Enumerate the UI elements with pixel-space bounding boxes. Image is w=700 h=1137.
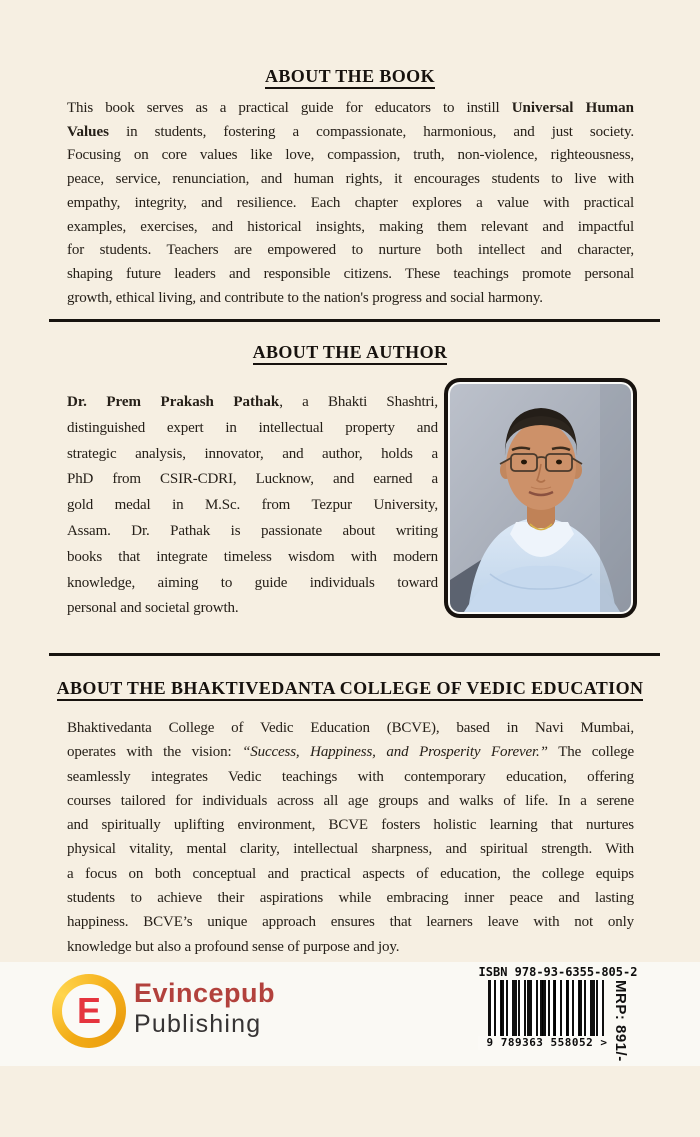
section-divider-rule bbox=[49, 653, 660, 656]
paragraph-line: courses tailored for individuals across all age groups and walks of life. In a serene bbox=[67, 792, 634, 809]
publisher-logo-letter: E bbox=[76, 990, 101, 1031]
paragraph-line: knowledge, aiming to guide individuals toward bbox=[67, 574, 438, 591]
paragraph-line: physical vitality, mental clarity, intellectual sharpness, and spiritual strength. With bbox=[67, 841, 634, 858]
paragraph-line: a focus on both conceptual and practical aspects of education, the college equips bbox=[67, 865, 634, 882]
college-section-heading: ABOUT THE BHAKTIVEDANTA COLLEGE OF VEDIC EDUCATION bbox=[57, 678, 644, 701]
author-portrait-image bbox=[450, 384, 631, 612]
paragraph-line: students to achieve their aspirations while embracing inner peace and lasting bbox=[67, 890, 634, 907]
barcode-digits: 9 789363 558052 > bbox=[478, 1036, 616, 1050]
paragraph-line: seamlessly integrates Vedic teachings with contemporary education, offering bbox=[67, 768, 634, 785]
paragraph-line: strategic analysis, innovator, and author, holds a bbox=[67, 445, 438, 462]
paragraph-line: peace, service, renunciation, and human rights, it encourages students to live with bbox=[67, 171, 634, 188]
mrp-price: MRP: 891/- bbox=[612, 980, 629, 1062]
paragraph-line: empathy, integrity, and resilience. Each chapter explores a value with practical bbox=[67, 194, 634, 211]
paragraph-line: shaping future leaders and responsible citizens. These teachings promote personal bbox=[67, 265, 634, 282]
publisher-logo-icon bbox=[52, 974, 126, 1048]
paragraph-line: gold medal in M.Sc. from Tezpur University, bbox=[67, 497, 438, 514]
publisher-logo-inner bbox=[62, 984, 116, 1038]
author-photo-frame bbox=[444, 378, 637, 618]
college-section-paragraph bbox=[67, 716, 634, 959]
paragraph-line: happiness. BCVE’s unique approach ensures that learners leave with not only bbox=[67, 914, 634, 931]
publisher-name: Evincepub bbox=[134, 978, 276, 1008]
college-section-heading-wrap bbox=[0, 678, 700, 701]
book-section-paragraph bbox=[67, 97, 634, 310]
author-section-paragraph bbox=[67, 390, 438, 622]
paragraph-line: personal and societal growth. bbox=[67, 600, 239, 617]
paragraph-line: Focusing on core values like love, compassion, truth, non-violence, righteousness, bbox=[67, 147, 634, 164]
paragraph-line: for students. Teachers are empowered to nurture both intellect and character, bbox=[67, 242, 634, 259]
author-section-heading-wrap bbox=[0, 342, 700, 365]
paragraph-line: growth, ethical living, and contribute to the nation's progress and social harmony. bbox=[67, 289, 543, 306]
paragraph-line: Bhaktivedanta College of Vedic Education (BCVE), based in Navi Mumbai, bbox=[67, 720, 634, 736]
paragraph-line: Assam. Dr. Pathak is passionate about writing bbox=[67, 522, 438, 539]
paragraph-line: Values in students, fostering a compassionate, harmonious, and just society. bbox=[67, 123, 634, 140]
paragraph-line: knowledge but also a profound sense of purpose and joy. bbox=[67, 938, 400, 955]
paragraph-line: operates with the vision: “Success, Happiness, and Prosperity Forever.” The college bbox=[67, 744, 634, 761]
paragraph-line: This book serves as a practical guide for educators to instill Universal Human bbox=[67, 100, 634, 116]
isbn-number: ISBN 978-93-6355-805-2 bbox=[478, 965, 638, 979]
barcode-bars bbox=[488, 980, 604, 1044]
paragraph-line: and spiritually uplifting environment, BCVE fosters holistic learning that nurtures bbox=[67, 817, 634, 834]
paragraph-line: Dr. Prem Prakash Pathak, a Bhakti Shashtri, bbox=[67, 394, 438, 410]
book-section-heading: ABOUT THE BOOK bbox=[265, 66, 435, 89]
isbn-barcode bbox=[486, 980, 608, 1052]
section-divider-rule bbox=[49, 319, 660, 322]
publisher-band bbox=[0, 962, 700, 1066]
book-section-heading-wrap bbox=[0, 66, 700, 89]
paragraph-line: distinguished expert in intellectual property and bbox=[67, 419, 438, 436]
publisher-type: Publishing bbox=[134, 1010, 262, 1038]
author-section-heading: ABOUT THE AUTHOR bbox=[253, 342, 448, 365]
paragraph-line: books that integrate timeless wisdom with modern bbox=[67, 548, 438, 565]
paragraph-line: examples, exercises, and historical insights, making them relevant and impactful bbox=[67, 218, 634, 235]
paragraph-line: PhD from CSIR-CDRI, Lucknow, and earned a bbox=[67, 471, 438, 488]
